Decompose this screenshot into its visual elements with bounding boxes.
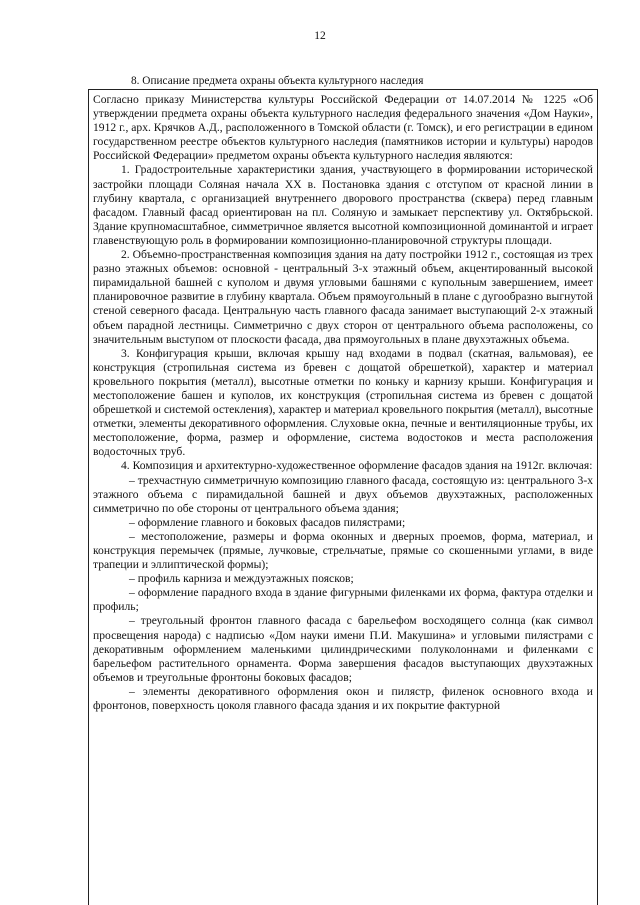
list-item: – элементы декоративного оформления окон и пилястр, филенок основного входа и фронтонов, поверхность цоколя главного фасада здания и их покрытие фактурной [93,684,593,713]
list-item: – оформление главного и боковых фасадов пилястрами; [129,515,406,529]
intro-paragraph: Согласно приказу Министерства культуры Российской Федерации от 14.07.2014 № 1225 «Об утверждении предмета охраны объекта культурного наследия федерального значения «Дом Науки», 1912 г., арх. Крячков А.Д., расположенного в Томской области (г. Томск), и его регистрации в едином государственном реестре объектов культурного наследия (памятников истории и культуры) народов Российской Федерации» предметом охраны объекта культурного наследия являются: [93,93,593,163]
paragraph-1: 1. Градостроительные характеристики здания, участвующего в формировании исторической застройки площади Соляная начала XX в. Постановка здания с отступом от красной линии в глубину квартала, с организацией внутреннего дворового пространства (сквера) перед главным фасадом. Главный фасад ориентирован на пл. Соляную и замыкает перспективу ул. Октябрьской. Здание крупномасштабное, симметричное является высотной композиционной доминантой и играет главенствующую роль в формировании композиционно-планировочной структуры площади. [93,163,593,247]
list-item: – местоположение, размеры и форма оконных и дверных проемов, форма, материал, и конструкция перемычек (прямые, лучковые, стрельчатые, прямые со скошенными углами, в виде трапеции и эллиптической формы); [93,529,593,572]
paragraph-3: 3. Конфигурация крыши, включая крышу над входами в подвал (скатная, вальмовая), ее конструкция (стропильная система из бревен с дощатой обрешеткой), характер и материал кровельного покрытия (металл), высотные отметки по коньку и карнизу крыши. Конфигурация и местоположение башен и куполов, их конструкция (стропильная система из бревен с дощатой обрешеткой и системой остекления), характер и материал кровельного покрытия (металл), высотные отметки, элементы декоративного оформления. Слуховые окна, печные и вентиляционные трубы, их местоположение, форма, размер и оформление, система водостоков и места расположения водосточных труб. [93,346,593,459]
paragraph-2: 2. Объемно-пространственная композиция здания на дату постройки 1912 г., состоящая из трех разно этажных объемов: основной - центральный 3-х этажный объем, акцентированный высокой пирамидальной башней с куполом и двумя угловыми башнями с купольным завершением, имеет планировочное развитие в глубину квартала. Объем прямоугольный в плане с дугообразно выгнутой стеной северного фасада. Центральную часть главного фасада занимает выступающий 2-х этажный объем парадной лестницы. Симметрично с двух сторон от центрального объема расположены, со значительным выступом от плоскости фасада, два прямоугольных в плане двухэтажных объема. [93,248,593,346]
list-item: – трехчастную симметричную композицию главного фасада, состоящую из: центрального 3-х этажного объема с пирамидальной башней и двух объемов двухэтажных, расположенных симметрично по обе стороны от центрального объема здания; [93,473,593,515]
list-item: – оформление парадного входа в здание фигурными филенками их форма, фактура отделки и профиль; [93,586,593,614]
list-item: – профиль карниза и междуэтажных поясков; [129,572,354,586]
section-title: 8. Описание предмета охраны объекта культурного наследия [131,75,424,87]
paragraph-4: 4. Композиция и архитектурно-художественное оформление фасадов здания на 1912г. включая: [121,459,593,473]
page-number: 12 [314,30,326,42]
list-item: – треугольный фронтон главного фасада с барельефом восходящего солнца (как символ просвещения народа) с надписью «Дом науки имени П.И. Макушина» и угловыми пилястрами с декоративным оформлением маленькими цилиндрическими полуколоннами и филенками с барельефом растительного орнамента. Форма завершения фасадов выступающих двухэтажных объемов и треугольные фронтоны боковых фасадов; [93,614,593,684]
document-frame [88,89,598,905]
